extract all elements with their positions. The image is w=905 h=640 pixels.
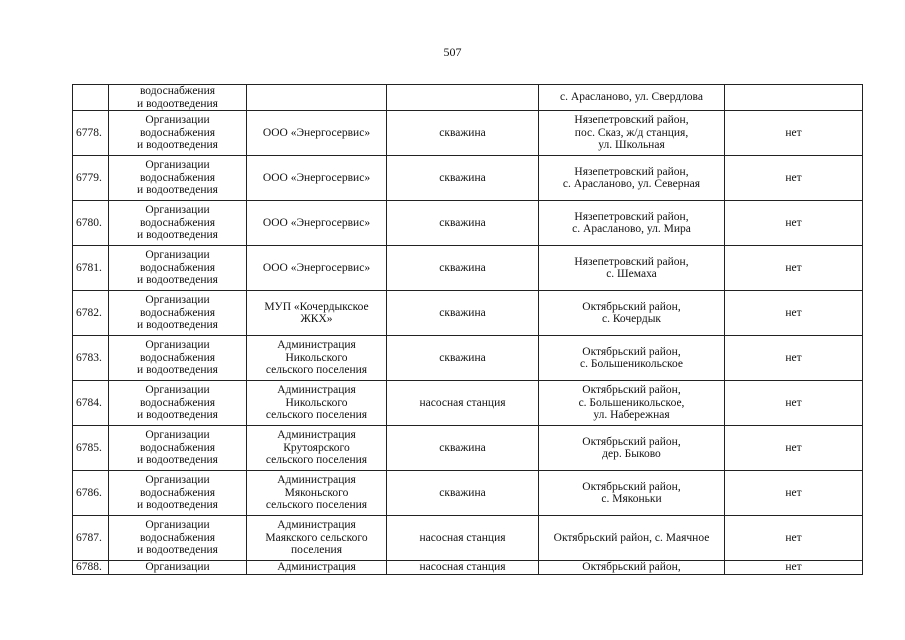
organization-name-cell: МУП «Кочердыкское ЖКХ» [247, 291, 387, 336]
table-row-continuation [73, 85, 863, 111]
organization-name-cell [247, 85, 387, 111]
flag-cell: нет [725, 516, 863, 561]
row-number-cell: 6781. [73, 246, 109, 291]
object-type-cell [387, 85, 539, 111]
object-type-cell: насосная станция [387, 381, 539, 426]
address-cell: Октябрьский район, с. Кочердык [539, 291, 725, 336]
flag-cell: нет [725, 561, 863, 575]
organization-type-cell: Организации водоснабжения и водоотведения [109, 381, 247, 426]
table-row [73, 156, 863, 201]
object-type-cell: скважина [387, 111, 539, 156]
flag-cell: нет [725, 111, 863, 156]
flag-cell: нет [725, 336, 863, 381]
organization-type-cell: Организации водоснабжения и водоотведения [109, 471, 247, 516]
organization-type-cell: Организации [109, 561, 247, 575]
registry-table [72, 84, 863, 575]
organization-name-cell: Администрация Никольского сельского поселения [247, 336, 387, 381]
address-cell: Нязепетровский район, пос. Сказ, ж/д станция, ул. Школьная [539, 111, 725, 156]
object-type-cell: скважина [387, 336, 539, 381]
object-type-cell: скважина [387, 291, 539, 336]
table-row [73, 516, 863, 561]
organization-type-cell: Организации водоснабжения и водоотведения [109, 291, 247, 336]
object-type-cell: скважина [387, 156, 539, 201]
table-row [73, 291, 863, 336]
object-type-cell: насосная станция [387, 561, 539, 575]
object-type-cell: скважина [387, 246, 539, 291]
row-number-cell: 6785. [73, 426, 109, 471]
organization-type-cell: Организации водоснабжения и водоотведения [109, 111, 247, 156]
flag-cell: нет [725, 156, 863, 201]
address-cell: с. Арасланово, ул. Свердлова [539, 85, 725, 111]
flag-cell: нет [725, 381, 863, 426]
row-number-cell: 6787. [73, 516, 109, 561]
organization-name-cell: Администрация Мяконьского сельского поселения [247, 471, 387, 516]
table-row [73, 336, 863, 381]
organization-type-cell: Организации водоснабжения и водоотведения [109, 156, 247, 201]
table-row [73, 381, 863, 426]
organization-type-cell: Организации водоснабжения и водоотведения [109, 516, 247, 561]
organization-name-cell: ООО «Энергосервис» [247, 201, 387, 246]
organization-name-cell: Администрация [247, 561, 387, 575]
row-number-cell: 6784. [73, 381, 109, 426]
address-cell: Нязепетровский район, с. Шемаха [539, 246, 725, 291]
organization-type-cell: Организации водоснабжения и водоотведения [109, 201, 247, 246]
organization-type-cell: Организации водоснабжения и водоотведения [109, 336, 247, 381]
table-row [73, 201, 863, 246]
address-cell: Нязепетровский район, с. Арасланово, ул. Мира [539, 201, 725, 246]
organization-type-cell: Организации водоснабжения и водоотведения [109, 246, 247, 291]
organization-name-cell: Администрация Никольского сельского поселения [247, 381, 387, 426]
object-type-cell: насосная станция [387, 516, 539, 561]
table-row-partial [73, 561, 863, 575]
object-type-cell: скважина [387, 426, 539, 471]
organization-type-cell: Организации водоснабжения и водоотведения [109, 426, 247, 471]
table-row [73, 426, 863, 471]
object-type-cell: скважина [387, 201, 539, 246]
flag-cell [725, 85, 863, 111]
flag-cell: нет [725, 246, 863, 291]
row-number-cell: 6783. [73, 336, 109, 381]
address-cell: Октябрьский район, с. Мяконьки [539, 471, 725, 516]
row-number-cell: 6778. [73, 111, 109, 156]
flag-cell: нет [725, 291, 863, 336]
row-number-cell: 6782. [73, 291, 109, 336]
table-row [73, 246, 863, 291]
flag-cell: нет [725, 426, 863, 471]
row-number-cell: 6788. [73, 561, 109, 575]
page-number: 507 [443, 45, 462, 59]
table-row [73, 471, 863, 516]
address-cell: Октябрьский район, с. Большеникольское, ул. Набережная [539, 381, 725, 426]
row-number-cell: 6779. [73, 156, 109, 201]
address-cell: Нязепетровский район, с. Арасланово, ул. Северная [539, 156, 725, 201]
organization-name-cell: Администрация Крутоярского сельского поселения [247, 426, 387, 471]
row-number-cell [73, 85, 109, 111]
organization-name-cell: ООО «Энергосервис» [247, 246, 387, 291]
organization-name-cell: Администрация Маякского сельского поселения [247, 516, 387, 561]
organization-type-cell: водоснабжения и водоотведения [109, 85, 247, 111]
flag-cell: нет [725, 201, 863, 246]
address-cell: Октябрьский район, с. Большеникольское [539, 336, 725, 381]
address-cell: Октябрьский район, дер. Быково [539, 426, 725, 471]
table-row [73, 111, 863, 156]
flag-cell: нет [725, 471, 863, 516]
row-number-cell: 6786. [73, 471, 109, 516]
object-type-cell: скважина [387, 471, 539, 516]
row-number-cell: 6780. [73, 201, 109, 246]
address-cell: Октябрьский район, с. Маячное [539, 516, 725, 561]
organization-name-cell: ООО «Энергосервис» [247, 111, 387, 156]
address-cell: Октябрьский район, [539, 561, 725, 575]
organization-name-cell: ООО «Энергосервис» [247, 156, 387, 201]
